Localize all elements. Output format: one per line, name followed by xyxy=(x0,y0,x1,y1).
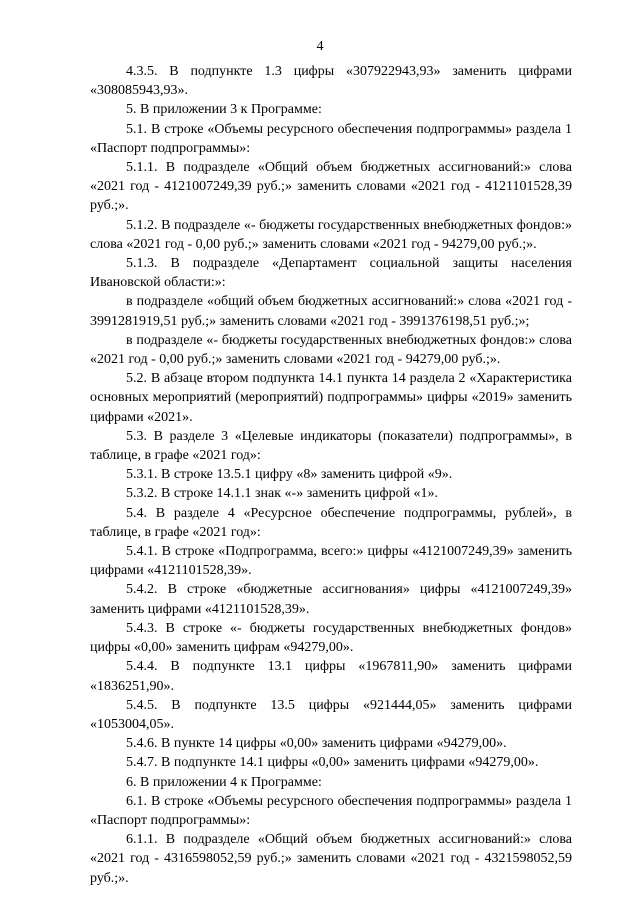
paragraph-5-1-3: 5.1.3. В подразделе «Департамент социальной защиты населения Ивановской области:»: xyxy=(90,256,572,291)
paragraph-5-3-2: 5.3.2. В строке 14.1.1 знак «-» заменить цифрой «1». xyxy=(126,486,439,502)
document-body xyxy=(90,62,572,888)
paragraph-5-4-4: 5.4.4. В подпункте 13.1 цифры «1967811,90» заменить цифрами «1836251,90». xyxy=(90,659,572,694)
paragraph-5-1-3-a: в подразделе «общий объем бюджетных ассигнований:» слова «2021 год - 3991281919,51 руб.;» заменить словами «2021 год - 3991376198,51 руб.;»; xyxy=(90,294,572,329)
paragraph-5-1-3-b: в подразделе «- бюджеты государственных внебюджетных фондов:» слова «2021 год - 0,00 руб.;» заменить словами «2021 год - 94279,00 руб.;». xyxy=(90,332,572,368)
paragraph-5-1-2: 5.1.2. В подразделе «- бюджеты государственных внебюджетных фондов:» слова «2021 год - 0,00 руб.;» заменить словами «2021 год - 94279,00 руб.;». xyxy=(90,217,572,252)
paragraph-5-4-1: 5.4.1. В строке «Подпрограмма, всего:» цифры «4121007249,39» заменить цифрами «4121101528,39». xyxy=(90,544,572,579)
paragraph-5-4-2: 5.4.2. В строке «бюджетные ассигнования» цифры «4121007249,39» заменить цифрами «4121101528,39». xyxy=(90,582,572,617)
paragraph-5-3: 5.3. В разделе 3 «Целевые индикаторы (показатели) подпрограммы», в таблице, в графе «2021 год»: xyxy=(90,428,572,464)
paragraph-5-2: 5.2. В абзаце втором подпункта 14.1 пункта 14 раздела 2 «Характеристика основных мероприятий (мероприятий) подпрограммы» цифры «2019» заменить цифрами «2021». xyxy=(90,371,572,425)
paragraph-4-3-5: 4.3.5. В подпункте 1.3 цифры «307922943,93» заменить цифрами «308085943,93». xyxy=(90,64,572,99)
paragraph-5-4: 5.4. В разделе 4 «Ресурсное обеспечение подпрограммы, рублей», в таблице, в графе «2021 год»: xyxy=(90,505,572,540)
paragraph-5-1: 5.1. В строке «Объемы ресурсного обеспечения подпрограммы» раздела 1 «Паспорт подпрограммы»: xyxy=(90,121,572,156)
page-number: 4 xyxy=(316,39,324,54)
paragraph-6: 6. В приложении 4 к Программе: xyxy=(126,774,322,790)
paragraph-5-3-1: 5.3.1. В строке 13.5.1 цифру «8» заменить цифрой «9». xyxy=(126,467,453,483)
paragraph-5-4-7: 5.4.7. В подпункте 14.1 цифры «0,00» заменить цифрами «94279,00». xyxy=(126,755,539,771)
paragraph-5-4-6: 5.4.6. В пункте 14 цифры «0,00» заменить цифрами «94279,00». xyxy=(126,736,507,752)
paragraph-6-1: 6.1. В строке «Объемы ресурсного обеспечения подпрограммы» раздела 1 «Паспорт подпрограммы»: xyxy=(90,793,572,828)
paragraph-5-4-5: 5.4.5. В подпункте 13.5 цифры «921444,05» заменить цифрами «1053004,05». xyxy=(90,697,572,732)
paragraph-5-4-3: 5.4.3. В строке «- бюджеты государственных внебюджетных фондов» цифры «0,00» заменить цифрам «94279,00». xyxy=(90,620,572,656)
paragraph-5: 5. В приложении 3 к Программе: xyxy=(126,102,322,118)
paragraph-6-1-1: 6.1.1. В подразделе «Общий объем бюджетных ассигнований:» слова «2021 год - 4316598052,59 руб.;» заменить словами «2021 год - 4321598052,59 руб.;». xyxy=(90,832,572,886)
paragraph-5-1-1: 5.1.1. В подразделе «Общий объем бюджетных ассигнований:» слова «2021 год - 4121007249,39 руб.;» заменить словами «2021 год - 4121101528,39 руб.;». xyxy=(90,160,572,214)
